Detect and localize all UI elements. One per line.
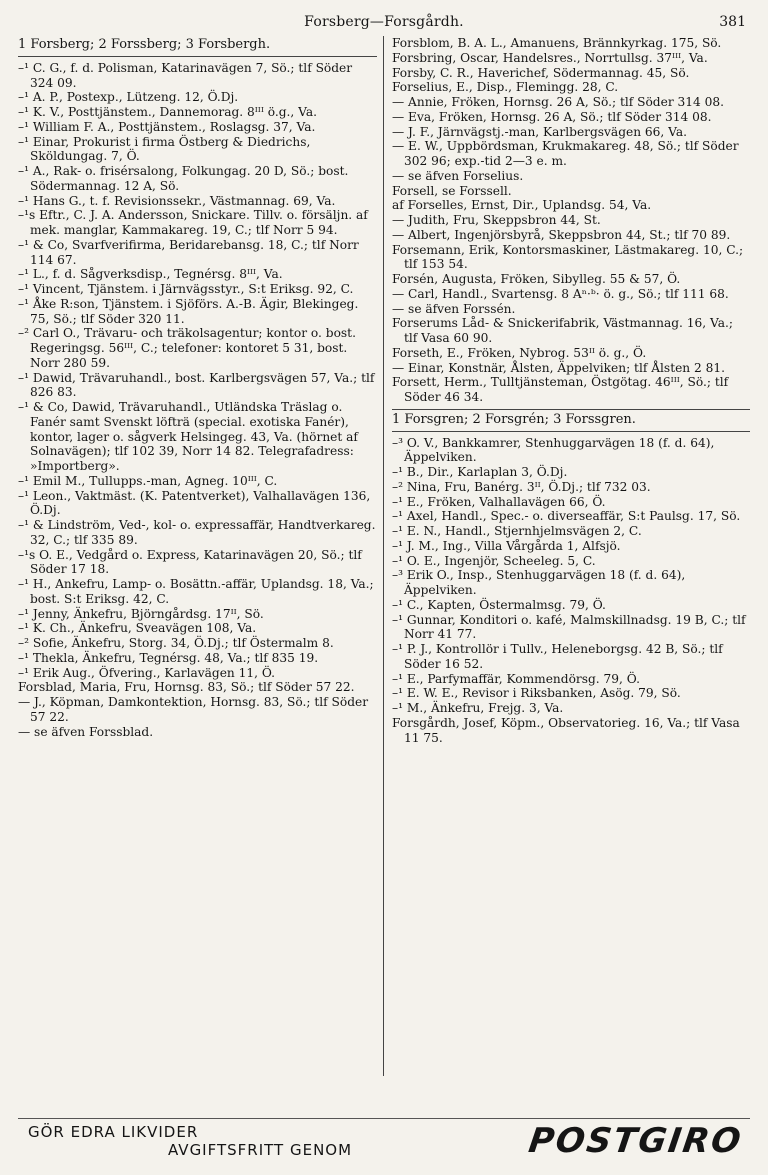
postgiro-logo: POSTGIRO: [526, 1121, 745, 1161]
directory-entry: –¹ & Lindström, Ved-, kol- o. expressaffär, Handtverkareg. 32, C.; tlf 335 89.: [18, 518, 376, 547]
directory-entry: Forselius, E., Disp., Flemingg. 28, C.: [392, 80, 619, 95]
directory-entry: — Annie, Fröken, Hornsg. 26 A, Sö.; tlf Söder 314 08.: [392, 95, 725, 109]
directory-entry: –¹ K. V., Posttjänstem., Dannemorag. 8ᴵᴵᴵ ö.g., Va.: [18, 105, 317, 119]
page-number: 381: [719, 14, 746, 30]
columns: [18, 36, 750, 1076]
directory-entry: — J., Köpman, Damkontektion, Hornsg. 83, Sö.; tlf Söder 57 22.: [18, 695, 369, 724]
directory-entry: –¹ Emil M., Tullupps.-man, Agneg. 10ᴵᴵᴵ, C.: [18, 473, 278, 488]
directory-entry: –¹ Jenny, Änkefru, Björngårdsg. 17ᴵᴵ, Sö.: [18, 606, 264, 621]
directory-entry: Forsemann, Erik, Kontorsmaskiner, Lästmakareg. 10, C.; tlf 153 54.: [392, 242, 744, 272]
directory-entry: — Einar, Konstnär, Ålsten, Äppelviken; tlf Ålsten 2 81.: [392, 360, 726, 375]
directory-entry: — se äfven Forssblad.: [18, 724, 154, 739]
directory-entry: — se äfven Forssén.: [392, 301, 516, 316]
directory-entry: –³ O. V., Bankkamrer, Stenhuggarvägen 18 (f. d. 64), Äppelviken.: [392, 435, 715, 465]
directory-entry: –¹ C. G., f. d. Polisman, Katarinavägen 7, Sö.; tlf Söder 324 09.: [18, 60, 353, 90]
directory-entry: Forsblad, Maria, Fru, Hornsg. 83, Sö.; tlf Söder 57 22.: [18, 680, 355, 695]
directory-entry: Forsbring, Oscar, Handelsres., Norrtullsg. 37ᴵᴵᴵ, Va.: [392, 50, 708, 65]
directory-entry: –¹ J. M., Ing., Villa Vårgårda 1, Alfsjö.: [392, 538, 621, 553]
directory-entry: –¹ Einar, Prokurist i firma Östberg & Diedrichs, Sköldungag. 7, Ö.: [18, 134, 311, 164]
directory-entry: — se äfven Forselius.: [392, 168, 524, 183]
section-heading-forsberg: 1 Forsberg; 2 Forssberg; 3 Forsbergh.: [18, 36, 377, 57]
directory-entry: — Albert, Ingenjörsbyrå, Skeppsbron 44, St.; tlf 70 89.: [392, 227, 731, 242]
directory-entry: –¹ H., Ankefru, Lamp- o. Bosättn.-affär, Uplandsg. 18, Va.; bost. S:t Eriksg. 42, C.: [18, 577, 374, 606]
directory-entry: Forseth, E., Fröken, Nybrog. 53ᴵᴵ ö. g., Ö.: [392, 345, 647, 360]
page-header: [18, 14, 750, 36]
directory-entry: Forsén, Augusta, Fröken, Sibylleg. 55 & 57, Ö.: [392, 272, 681, 286]
directory-entry: Forsett, Herm., Tulltjänsteman, Östgötag. 46ᴵᴵᴵ, Sö.; tlf Söder 46 34.: [392, 375, 729, 404]
directory-entry: –¹ E. N., Handl., Stjernhjelmsvägen 2, C.: [392, 524, 642, 538]
directory-entry: –¹ E., Parfymaffär, Kommendörsg. 79, Ö.: [392, 671, 640, 686]
directory-entry: –¹ Vincent, Tjänstem. i Järnvägsstyr., S:t Eriksg. 92, C.: [18, 282, 354, 296]
directory-entry: –² Sofie, Änkefru, Storg. 34, Ö.Dj.; tlf Östermalm 8.: [18, 636, 334, 650]
directory-entry: –¹ O. E., Ingenjör, Scheeleg. 5, C.: [392, 553, 596, 568]
advert-line-2: AVGIFTSFRITT GENOM: [168, 1141, 353, 1159]
directory-entry: –¹ E. W. E., Revisor i Riksbanken, Asög. 79, Sö.: [392, 686, 681, 701]
directory-entry: Forsby, C. R., Haverichef, Södermannag. 45, Sö.: [392, 65, 690, 80]
directory-entry: –¹ & Co, Svarfverifirma, Beridarebansg. 18, C.; tlf Norr 114 67.: [18, 237, 359, 267]
directory-entry: –¹s Eftr., C. J. A. Andersson, Snickare. Tillv. o. försäljn. af mek. manglar, Kammakareg. 19, C.; tlf Norr 5 94.: [18, 208, 368, 237]
directory-entry: –¹s O. E., Vedgård o. Express, Katarinavägen 20, Sö.; tlf Söder 17 18.: [18, 547, 362, 577]
directory-entry: –¹ M., Änkefru, Frejg. 3, Va.: [392, 701, 564, 715]
directory-entry: –¹ A., Rak- o. frisérsalong, Folkungag. 20 D, Sö.; bost. Södermannag. 12 A, Sö.: [18, 164, 349, 193]
right-entry-list-b: [392, 436, 750, 746]
directory-entry: –² Carl O., Trävaru- och träkolsagentur; kontor o. bost. Regeringsg. 56ᴵᴵᴵ, C.; telefoner: kontoret 5 31, bost. Norr 280 59.: [18, 326, 356, 370]
right-column: [384, 36, 750, 1076]
directory-entry: — E. W., Uppbördsman, Krukmakareg. 48, Sö.; tlf Söder 302 96; exp.-tid 2—3 e. m.: [392, 139, 739, 168]
directory-entry: Forsblom, B. A. L., Amanuens, Brännkyrkag. 175, Sö.: [392, 36, 722, 50]
directory-entry: –¹ P. J., Kontrollör i Tullv., Heleneborgsg. 42 B, Sö.; tlf Söder 16 52.: [392, 642, 723, 671]
directory-entry: –¹ E., Fröken, Valhallavägen 66, Ö.: [392, 494, 606, 509]
directory-entry: –¹ William F. A., Posttjänstem., Roslagsg. 37, Va.: [18, 119, 316, 134]
directory-entry: –¹ Thekla, Änkefru, Tegnérsg. 48, Va.; tlf 835 19.: [18, 650, 319, 665]
directory-entry: –¹ Axel, Handl., Spec.- o. diverseaffär, S:t Paulsg. 17, Sö.: [392, 509, 741, 524]
directory-entry: — Judith, Fru, Skeppsbron 44, St.: [392, 213, 601, 227]
directory-entry: –¹ K. Ch., Änkefru, Sveavägen 108, Va.: [18, 621, 257, 636]
directory-entry: –¹ L., f. d. Sågverksdisp., Tegnérsg. 8ᴵᴵᴵ, Va.: [18, 267, 283, 282]
section-heading-forsgren: 1 Forsgren; 2 Forsgrén; 3 Forssgren.: [392, 409, 750, 432]
directory-entry: –¹ Erik Aug., Öfvering., Karlavägen 11, Ö.: [18, 665, 276, 680]
directory-entry: –¹ Gunnar, Konditori o. kafé, Malmskillnadsg. 19 B, C.; tlf Norr 41 77.: [392, 612, 746, 642]
directory-entry: –¹ Åke R:son, Tjänstem. i Sjöförs. A.-B. Ägir, Blekingeg. 75, Sö.; tlf Söder 320 11.: [18, 296, 359, 326]
advert-line-1: GÖR EDRA LIKVIDER: [28, 1123, 199, 1141]
directory-entry: –¹ Leon., Vaktmäst. (K. Patentverket), Valhallavägen 136, Ö.Dj.: [18, 488, 371, 518]
directory-entry: af Forselles, Ernst, Dir., Uplandsg. 54, Va.: [392, 198, 652, 213]
directory-entry: –¹ Hans G., t. f. Revisionssekr., Västmannag. 69, Va.: [18, 193, 336, 208]
directory-entry: — Eva, Fröken, Hornsg. 26 A, Sö.; tlf Söder 314 08.: [392, 109, 712, 124]
directory-entry: — J. F., Järnvägstj.-man, Karlbergsvägen 66, Va.: [392, 124, 688, 139]
directory-entry: –³ Erik O., Insp., Stenhuggarvägen 18 (f. d. 64), Äppelviken.: [392, 568, 686, 597]
directory-entry: –¹ & Co, Dawid, Trävaruhandl., Utländska Träslag o. Fanér samt Svenskt löfträ (special. exotiska Fanér), kontor, lager o. sågverk Helsingeg. 43, Va. (hörnet af Solnavägen); tlf 102 39, Norr 14 82. Telegrafadress: »Importberg».: [18, 400, 358, 473]
directory-entry: –¹ B., Dir., Karlaplan 3, Ö.Dj.: [392, 465, 568, 479]
directory-entry: Forsgårdh, Josef, Köpm., Observatorieg. 16, Va.; tlf Vasa 11 75.: [392, 715, 740, 745]
left-entry-list: [18, 61, 377, 740]
postgiro-advert: [18, 1118, 750, 1163]
directory-entry: Forserums Låd- & Snickerifabrik, Västmannag. 16, Va.; tlf Vasa 60 90.: [392, 316, 733, 345]
directory-entry: –² Nina, Fru, Banérg. 3ᴵᴵ, Ö.Dj.; tlf 732 03.: [392, 479, 651, 494]
right-entry-list-a: [392, 36, 750, 405]
directory-entry: –¹ A. P., Postexp., Lützeng. 12, Ö.Dj.: [18, 90, 239, 105]
running-head: Forsberg—Forsgårdh.: [304, 14, 464, 30]
directory-entry: –¹ Dawid, Trävaruhandl., bost. Karlbergsvägen 57, Va.; tlf 826 83.: [18, 370, 375, 400]
directory-entry: — Carl, Handl., Svartensg. 8 Aⁿ·ᵇ· ö. g., Sö.; tlf 111 68.: [392, 286, 729, 301]
left-column: [18, 36, 384, 1076]
directory-entry: –¹ C., Kapten, Östermalmsg. 79, Ö.: [392, 597, 606, 612]
directory-entry: Forsell, se Forssell.: [392, 183, 512, 198]
